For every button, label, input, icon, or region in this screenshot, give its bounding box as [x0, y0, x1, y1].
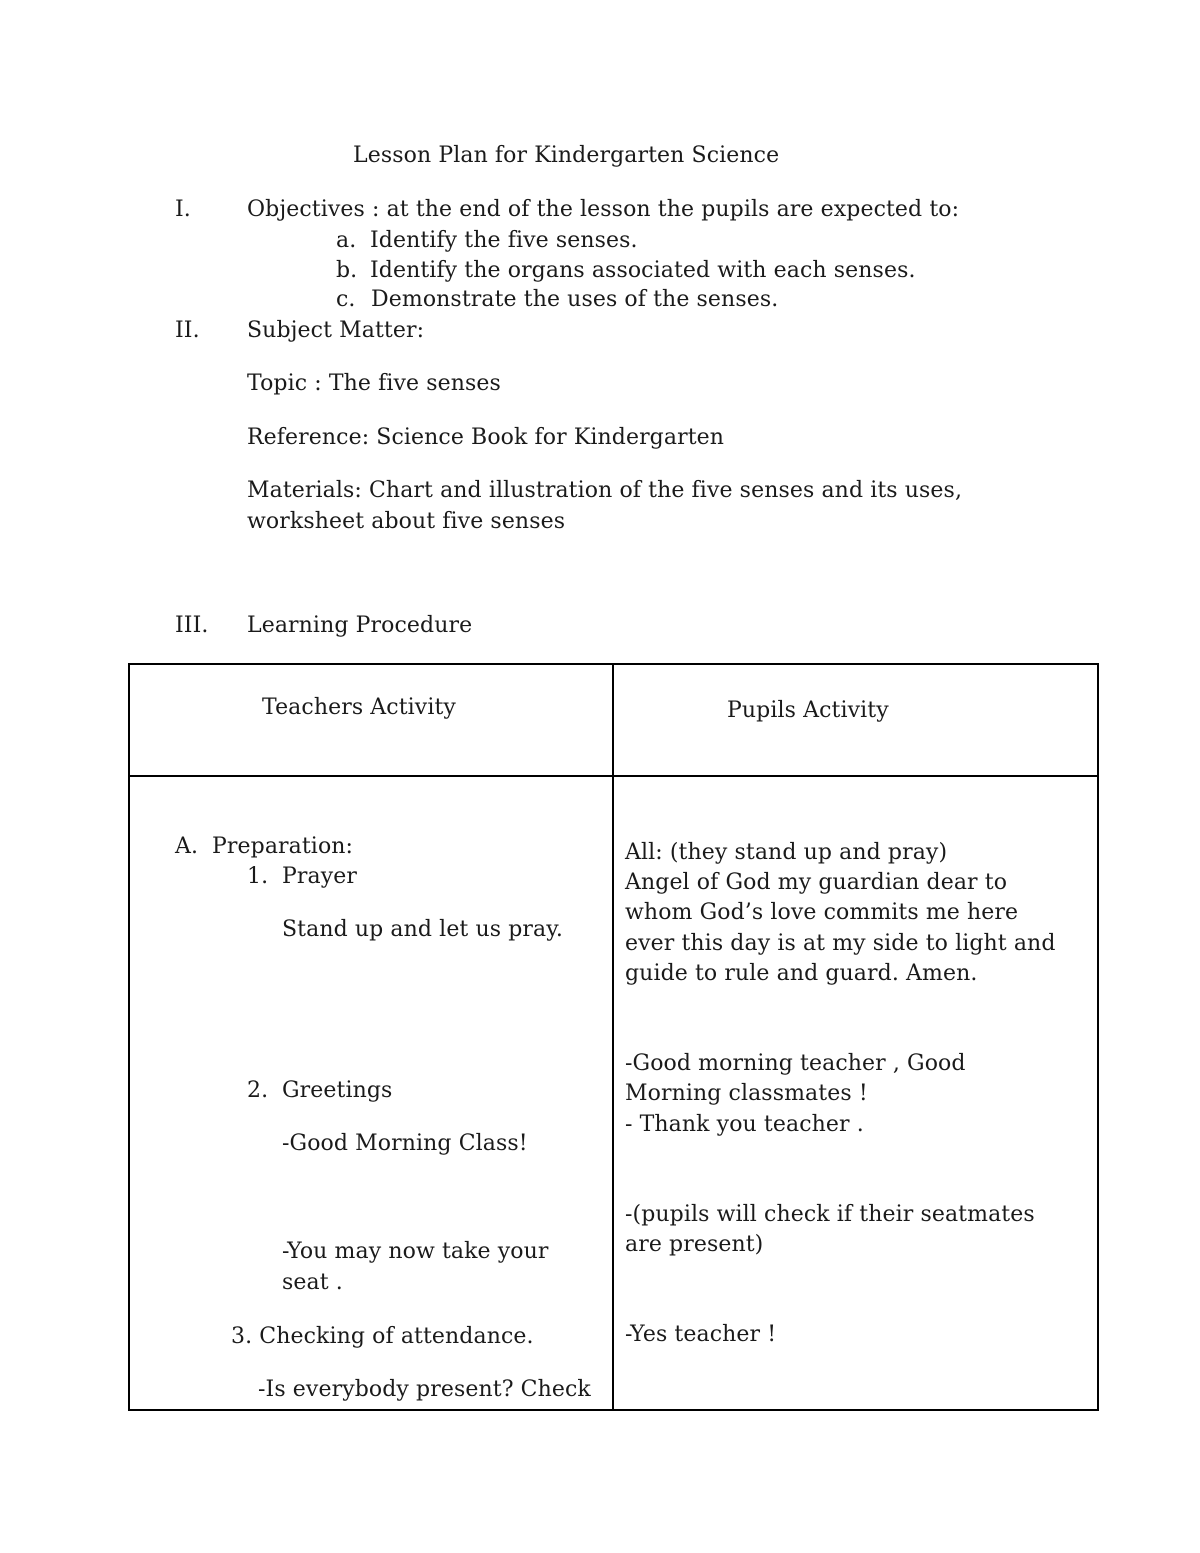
objective-marker-b: b.	[336, 258, 358, 283]
objective-b: Identify the organs associated with each senses.	[370, 258, 916, 283]
greeting-text: -Good Morning Class!	[282, 1131, 528, 1156]
pupil-check-line-2: are present)	[625, 1232, 764, 1257]
objective-marker-a: a.	[336, 228, 357, 253]
prayer-label: Prayer	[282, 864, 358, 889]
pupils-activity-header: Pupils Activity	[727, 698, 889, 723]
pupil-prayer-line-5: guide to rule and guard. Amen.	[625, 961, 978, 986]
prayer-marker: 1.	[247, 864, 269, 889]
objective-marker-c: c.	[336, 287, 356, 312]
topic-line: Topic : The five senses	[247, 371, 501, 396]
section-3-heading: Learning Procedure	[247, 613, 473, 638]
pupil-yes: -Yes teacher !	[625, 1322, 777, 1347]
seat-instruction-line-2: seat .	[282, 1270, 343, 1295]
page-title: Lesson Plan for Kindergarten Science	[353, 143, 780, 168]
pupil-check-line-1: -(pupils will check if their seatmates	[625, 1202, 1035, 1227]
pupil-greeting-line-1: -Good morning teacher , Good	[625, 1051, 966, 1076]
seat-instruction-line-1: -You may now take your	[282, 1239, 549, 1264]
attendance-label: 3. Checking of attendance.	[231, 1324, 534, 1349]
greetings-marker: 2.	[247, 1078, 269, 1103]
pupil-thanks: - Thank you teacher .	[625, 1112, 864, 1137]
reference-line: Reference: Science Book for Kindergarten	[247, 425, 725, 450]
pupil-prayer-line-3: whom God’s love commits me here	[625, 900, 1019, 925]
section-1-heading: Objectives : at the end of the lesson the pupils are expected to:	[247, 197, 960, 222]
header-divider	[128, 775, 1099, 777]
teachers-activity-header: Teachers Activity	[262, 695, 456, 720]
pupil-prayer-line-4: ever this day is at my side to light and	[625, 931, 1056, 956]
greetings-label: Greetings	[282, 1078, 393, 1103]
objective-c: Demonstrate the uses of the senses.	[371, 287, 779, 312]
section-2-heading: Subject Matter:	[247, 318, 425, 343]
prayer-instruction: Stand up and let us pray.	[282, 917, 563, 942]
section-3-numeral: III.	[175, 613, 209, 638]
preparation-label: Preparation:	[212, 834, 354, 859]
materials-line-1: Materials: Chart and illustration of the five senses and its uses,	[247, 478, 963, 503]
materials-line-2: worksheet about five senses	[247, 509, 566, 534]
section-1-numeral: I.	[175, 197, 191, 222]
attendance-question: -Is everybody present? Check	[258, 1377, 591, 1402]
section-2-numeral: II.	[175, 318, 200, 343]
pupil-prayer-line-1: All: (they stand up and pray)	[625, 840, 948, 865]
preparation-marker: A.	[175, 834, 199, 859]
objective-a: Identify the five senses.	[370, 228, 638, 253]
pupil-prayer-line-2: Angel of God my guardian dear to	[625, 870, 1008, 895]
pupil-greeting-line-2: Morning classmates !	[625, 1081, 868, 1106]
